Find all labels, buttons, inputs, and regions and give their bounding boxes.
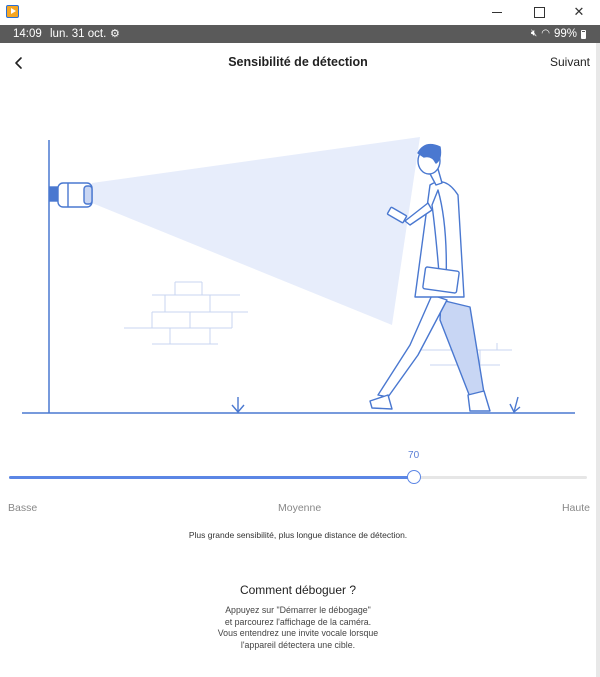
app-icon: [6, 5, 19, 18]
settings-gear-icon: ⚙: [110, 28, 120, 40]
app-header: [0, 43, 596, 83]
camera-light-cone: [92, 137, 420, 325]
sensitivity-hint: Plus grande sensibilité, plus longue distance de détection.: [188, 530, 408, 540]
slider-max-label: Haute: [561, 502, 590, 514]
battery-level: 99%: [553, 28, 577, 40]
sensitivity-slider-thumb[interactable]: [407, 470, 421, 484]
status-bar: [0, 25, 600, 43]
page-title: Sensibilité de détection: [228, 55, 368, 69]
status-icons: [531, 25, 586, 43]
minimize-icon: [492, 12, 502, 13]
arrow-down-icon: [232, 397, 244, 412]
slider-value: 70: [408, 450, 420, 461]
battery-icon: [581, 30, 586, 39]
help-line: Vous entendrez une invite vocale lorsque: [217, 628, 379, 638]
help-line: Appuyez sur "Démarrer le débogage": [225, 605, 371, 615]
mute-icon: 🔇︎: [530, 28, 538, 39]
next-button[interactable]: Suivant: [549, 55, 590, 69]
window-edge: [596, 43, 600, 677]
slider-mid-label: Moyenne: [278, 502, 322, 514]
close-icon: ✕: [573, 4, 585, 19]
maximize-button[interactable]: [525, 3, 553, 21]
maximize-icon: [534, 7, 545, 18]
help-title: Comment déboguer ?: [239, 583, 357, 597]
wifi-icon: ◠: [541, 28, 550, 39]
slider-min-label: Basse: [8, 502, 38, 514]
camera-icon: [50, 183, 92, 207]
help-line: l'appareil détectera une cible.: [240, 639, 356, 650]
help-line: et parcourez l'affichage de la caméra.: [224, 616, 372, 627]
status-date: lun. 31 oct.: [50, 28, 107, 40]
status-time: 14:09: [13, 28, 42, 40]
arrow-down-right-icon: [510, 397, 520, 412]
close-button[interactable]: [565, 3, 593, 21]
help-text: [0, 605, 596, 651]
minimize-button[interactable]: [483, 3, 511, 21]
sensitivity-slider-track[interactable]: [9, 476, 587, 479]
window-title-bar: [0, 0, 600, 25]
sensitivity-slider-fill: [9, 476, 414, 479]
detection-illustration: [0, 125, 596, 425]
